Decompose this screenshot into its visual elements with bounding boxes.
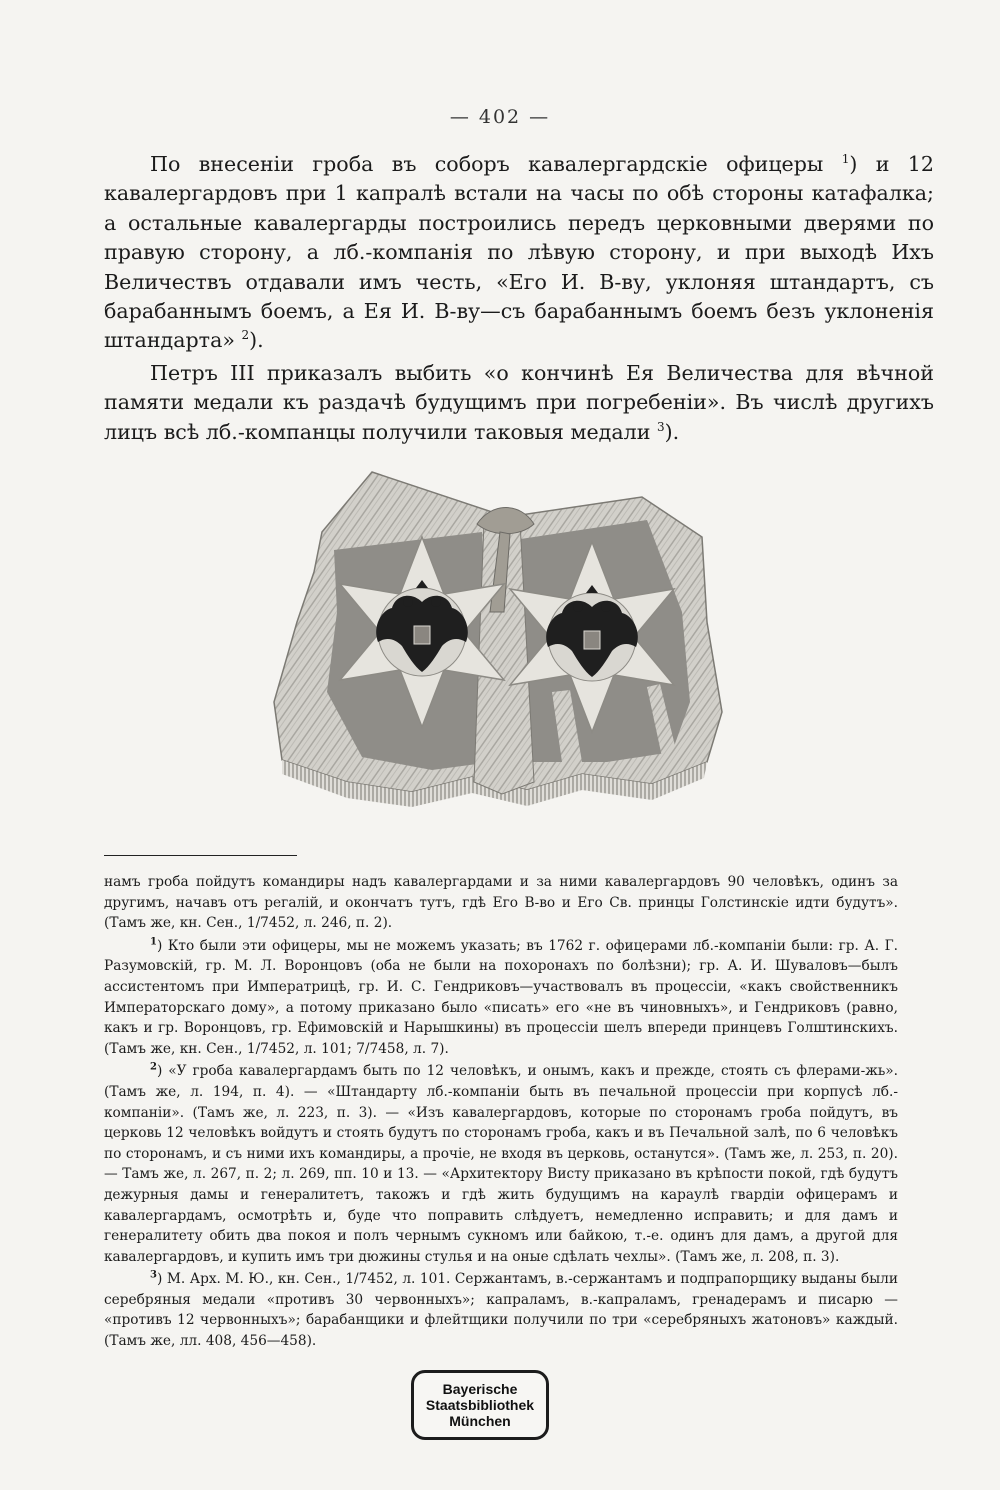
footnote-marker: 3 xyxy=(150,1269,157,1281)
footnote-marker: 2 xyxy=(150,1061,157,1073)
page-number: — 402 — xyxy=(449,106,551,128)
footnote-1 xyxy=(104,936,898,1060)
footnotes xyxy=(104,872,898,1352)
stamp-line: Staatsbibliothek xyxy=(425,1397,535,1413)
footnote-2 xyxy=(104,1061,898,1267)
stamp-line: Bayerische xyxy=(442,1381,518,1397)
footnote-marker: 1 xyxy=(150,936,157,948)
footnote-ref[interactable]: 1 xyxy=(841,152,850,167)
stamp-line: München xyxy=(449,1413,511,1429)
supervest-illustration xyxy=(252,462,732,807)
paragraph xyxy=(104,150,934,356)
paragraph-text: ). xyxy=(249,328,264,353)
footnote-text: ) Кто были эти офицеры, мы не можемъ указать; въ 1762 г. офицерами лб.-компаніи были: гр. А. Г. Разумовскій, гр. М. Л. Воронцовъ (оба не были на похоронахъ по болѣзни); гр. А. И. Шуваловъ—былъ ассистентомъ при Императрицѣ, гр. И. С. Гендриковъ—участвовалъ въ процессіи, «какъ свойственникъ Императорскаго дому», а потому приказано было «писать» его «не въ чиновныхъ», и Гендриковъ (равно, какъ и гр. Воронцовъ, гр. Ефимовскій и Нарышкины) въ процессіи шелъ впереди принцевъ Голштинскихъ. (Тамъ же, кн. Сен., 1/7452, л. 101; 7/7458, л. 7). xyxy=(104,937,898,1057)
paragraph-text: ) и 12 кавалергардовъ при 1 капралѣ встали на часы по обѣ стороны катафалка; а остальные кавалергарды построились передъ церковными дверями по правую сторону, а лб.-компанія по лѣвую сторону, и при выходѣ Ихъ Величествъ отдавали имъ честь, «Его И. В-ву, уклоняя штандартъ, съ барабаннымъ боемъ, а Ея И. В-ву—съ барабаннымъ боемъ безъ уклоненія штандарта» xyxy=(104,152,934,353)
footnote-continuation: намъ гроба пойдутъ командиры надъ кавалергардами и за ними кавалергардовъ 90 человѣкъ, одинъ за другимъ, начавъ отъ регалій, и окончатъ тутъ, гдѣ Его В-во и Его Св. принцы Голстинскіе идти будутъ». (Тамъ же, кн. Сен., 1/7452, л. 246, п. 2). xyxy=(104,874,898,932)
library-stamp xyxy=(411,1370,549,1440)
paragraph xyxy=(104,359,934,447)
paragraph-text: ). xyxy=(664,419,680,444)
paragraph-text: Петръ III приказалъ выбить «о кончинѣ Ея Величества для вѣчной памяти медали къ раздачѣ будущимъ при погребеніи». Въ числѣ другихъ лицъ всѣ лб.-компанцы получили таковыя медали xyxy=(104,360,934,444)
footnote-3 xyxy=(104,1269,898,1351)
footnote-text: ) М. Арх. М. Ю., кн. Сен., 1/7452, л. 101. Сержантамъ, в.-сержантамъ и подпрапорщику выданы были серебряныя медали «противъ 30 червонныхъ»; капраламъ, в.-капраламъ, гренадерамъ и писарю — «противъ 12 червонныхъ»; барабанщики и флейтщики получили по три «серебряныхъ жатоновъ» каждый. (Тамъ же, лл. 408, 456—458). xyxy=(104,1271,898,1350)
footnote-ref[interactable]: 3 xyxy=(656,419,665,434)
main-text xyxy=(104,150,934,447)
footnote-ref[interactable]: 2 xyxy=(241,328,250,343)
footnote-divider xyxy=(104,855,297,856)
footnote-text: ) «У гроба кавалергардамъ быть по 12 человѣкъ, и онымъ, какъ и прежде, стоять съ флерами-жь». (Тамъ же, л. 194, п. 4). — «Штандарту лб.-компаніи быть въ печальной процессіи при корпусѣ лб.-компаніи». (Тамъ же, л. 223, п. 3). — «Изъ кавалергардовъ, которые по сторонамъ гроба пойдутъ, въ церковь 12 человѣкъ войдутъ и стоять будутъ по сторонамъ гроба, какъ и въ Печальной залѣ, по 6 человѣкъ по сторонамъ, и съ ними ихъ командиры, а прочіе, не входя въ церковь, останутся». (Тамъ же, л. 253, п. 20). — Тамъ же, л. 267, п. 2; л. 269, пп. 10 и 13. — «Архитектору Висту приказано въ крѣпости покой, гдѣ будутъ дежурныя дамы и генералитетъ, такожъ и гдѣ жить будущимъ на караулѣ гвардіи офицерамъ и кавалергардамъ, осмотрѣть и, буде что поправить слѣдуетъ, немедленно исправить; и для дамъ и генералитету обить два покоя и полъ чернымъ сукномъ или байкою, т.-е. одинъ для дамъ, а другой для кавалергардовъ, и купить имъ три дюжины стулья и на оные сдѣлать чехлы». (Тамъ же, л. 208, п. 3). xyxy=(104,1063,898,1265)
paragraph-text: По внесеніи гроба въ соборъ кавалергардскіе офицеры xyxy=(150,152,842,176)
